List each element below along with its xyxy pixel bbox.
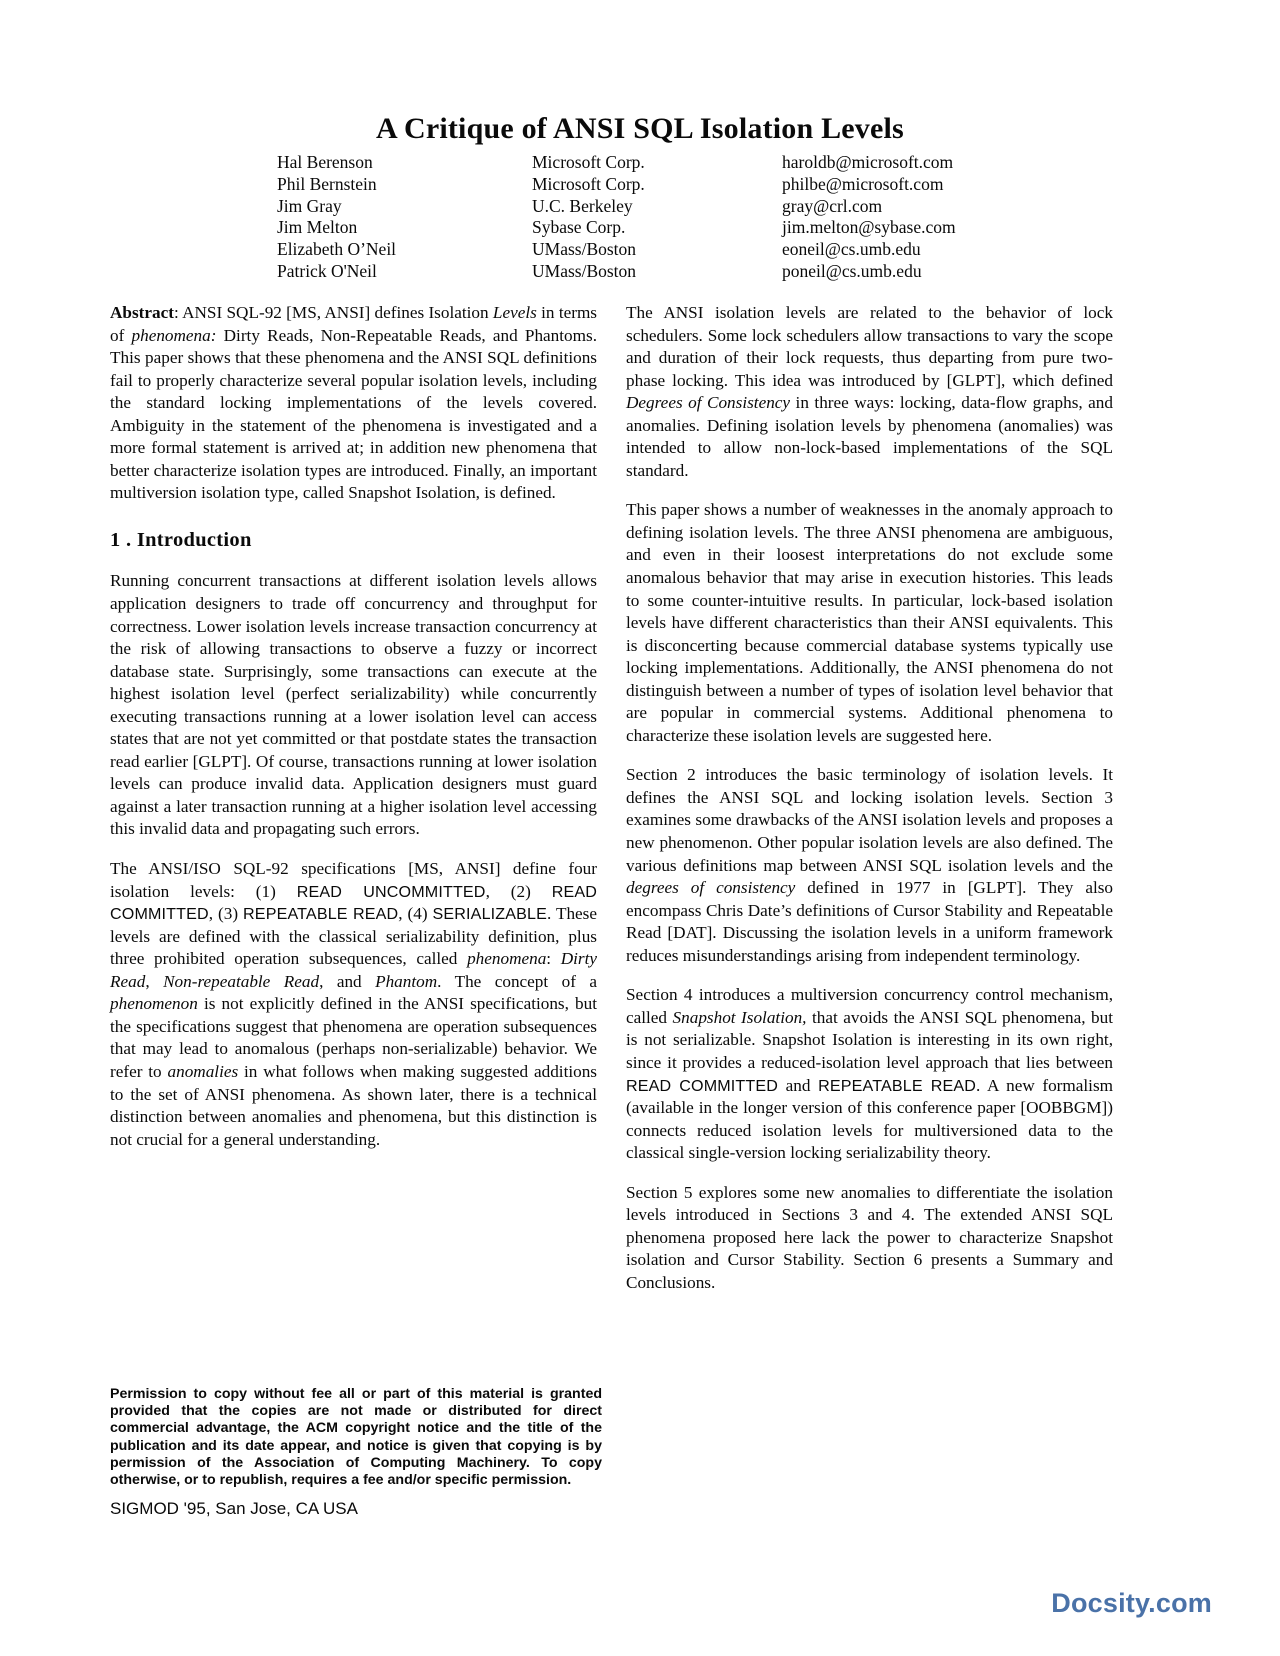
- author-email: poneil@cs.umb.edu: [782, 260, 922, 281]
- right-paragraph-1: [626, 302, 1113, 482]
- em-phenomena: phenomena: [467, 949, 547, 969]
- em-anomalies: anomalies: [167, 1061, 239, 1081]
- abstract-rest: Dirty Reads, Non-Repeatable Reads, and Phantoms. This paper shows that these phenomena and the ANSI SQL definitions fail to properly characterize several popular isolation levels, including the standard locking implementations of the levels covered. Ambiguity in the statement of the phenomena is investigated and a more formal statement is arrived at; in addition new phenomena that better characterize isolation types are introduced. Finally, an important multiversion isolation type, called Snapshot Isolation, is defined.: [110, 325, 597, 503]
- abstract-label: Abstract: [110, 303, 174, 322]
- em-phenomenon: phenomenon: [110, 994, 198, 1014]
- intro-p2-j: is not explicitly defined in the ANSI specifications, but the specifications suggest that phenomena are operation subsequences that may lead to anomalous (perhaps non-serializable) behavior. We refer to: [110, 994, 597, 1081]
- right-p1-b: in three ways: locking, data-flow graphs, and anomalies. Defining isolation levels by phenomena (anomalies) was intended to allow non-lock-based implementations of the SQL standard.: [626, 393, 1113, 480]
- page-title: A Critique of ANSI SQL Isolation Levels: [376, 112, 904, 146]
- author-email: eoneil@cs.umb.edu: [782, 239, 921, 260]
- author-name: Hal Berenson: [277, 152, 373, 172]
- intro-p2-d: , (4): [398, 904, 433, 924]
- author-name: Jim Melton: [277, 217, 358, 238]
- right-paragraph-4: [626, 984, 1113, 1164]
- em-dirty-read: Dirty Read: [110, 949, 598, 991]
- author-name: Elizabeth O’Neil: [277, 239, 397, 260]
- right-p3-b: defined in 1977 in [GLPT]. They also encompass Chris Date’s definitions of Cursor Stability and Repeatable Read [DAT]. Discussing the isolation levels in a uniform framework reduces misunderstandings arising from independent terminology.: [626, 878, 1114, 965]
- sql-term-read-committed-2: READ COMMITTED: [626, 1076, 779, 1095]
- sql-term-read-committed: READ COMMITTED: [110, 882, 598, 924]
- venue-text: SIGMOD '95, San Jose, CA USA: [110, 1499, 358, 1519]
- author-row: [277, 217, 1007, 239]
- permission-text: Permission to copy without fee all or part of this material is granted provided that the copies are not made or distributed for direct commercial advantage, the ACM copyright notice and the title of the publication and its date appear, and notice is given that copying is by permission of the Association of Computing Machinery. To copy otherwise, or to republish, requires a fee and/or specific permission.: [110, 1386, 602, 1489]
- abstract-em-levels: Levels: [492, 303, 537, 322]
- author-affiliation: Sybase Corp.: [532, 217, 626, 238]
- intro-p2-g: ,: [145, 971, 164, 991]
- right-p4-c: and: [778, 1075, 819, 1095]
- author-row: [277, 174, 1007, 196]
- intro-p2-h: , and: [319, 971, 376, 991]
- right-p3-a: Section 2 introduces the basic terminology of isolation levels. It defines the ANSI SQL and locking isolation levels. Section 3 examines some drawbacks of the ANSI isolation levels and proposes a new phenomenon. Other popular isolation levels are also defined. The various definitions map between ANSI SQL isolation levels and the: [626, 765, 1113, 875]
- author-email: jim.melton@sybase.com: [782, 217, 956, 238]
- em-phantom: Phantom: [375, 971, 438, 991]
- intro-p2-e: . These levels are defined with the classical serializability definition, plus three prohibited operation subsequences, called: [110, 904, 598, 969]
- intro-paragraph-2: [110, 858, 597, 1151]
- docsity-watermark[interactable]: Docsity.com: [1051, 1588, 1212, 1618]
- right-p1-a: The ANSI isolation levels are related to the behavior of lock schedulers. Some lock schedulers allow transactions to vary the scope and duration of their lock requests, thus departing from pure two-phase locking. This idea was introduced by [GLPT], which defined: [626, 303, 1113, 390]
- right-column: [626, 302, 1113, 1294]
- author-affiliation: UMass/Boston: [532, 260, 637, 281]
- author-row: [277, 196, 1007, 218]
- author-affiliation: U.C. Berkeley: [532, 195, 633, 216]
- em-non-repeatable-read: Non-repeatable Read: [163, 971, 320, 991]
- author-block: [277, 152, 1007, 283]
- author-name: Jim Gray: [277, 195, 342, 216]
- right-paragraph-2: This paper shows a number of weaknesses in the anomaly approach to defining isolation levels. The three ANSI phenomena are ambiguous, and even in their loosest interpretations do not exclude some anomalous behavior that may arise in execution histories. This leads to some counter-intuitive results. In particular, lock-based isolation levels have different characteristics than their ANSI equivalents. This is disconcerting because commercial database systems typically use locking implementations. Additionally, the ANSI phenomena do not distinguish between a number of types of isolation level behavior that are popular in commercial systems. Additional phenomena to characterize these isolation levels are suggested here.: [626, 500, 1113, 745]
- author-row: [277, 261, 1007, 283]
- intro-p2-k: in what follows when making suggested additions to the set of ANSI phenomena. As shown later, there is a technical distinction between anomalies and phenomena, but this distinction is not crucial for a general understanding.: [110, 1061, 597, 1149]
- intro-p2-f: :: [546, 949, 561, 969]
- intro-p2-b: , (2): [485, 881, 552, 901]
- right-paragraph-3: [626, 764, 1113, 967]
- author-email: haroldb@microsoft.com: [782, 152, 954, 172]
- abstract-em-phenomena: phenomena:: [131, 325, 217, 345]
- author-row: [277, 239, 1007, 261]
- em-snapshot-isolation: Snapshot Isolation,: [672, 1007, 807, 1027]
- right-p4-b: that avoids the ANSI SQL phenomena, but is not serializable. Snapshot Isolation is interesting in its own right, since it provides a reduced-isolation level approach that lies between: [626, 1007, 1114, 1072]
- right-p4-d: . A new formalism (available in the longer version of this conference paper [OOBBGM]) connects reduced isolation levels for multiversioned data to the classical single-version locking serializability theory.: [626, 1075, 1114, 1163]
- em-degrees-of-consistency: Degrees of Consistency: [626, 393, 791, 413]
- abstract-paragraph: [110, 302, 597, 505]
- author-affiliation: Microsoft Corp.: [532, 152, 645, 172]
- sql-term-repeatable-read: REPEATABLE READ: [243, 905, 399, 924]
- intro-p2-i: . The concept of a: [437, 971, 597, 991]
- copyright-notice: [110, 1386, 602, 1519]
- author-email: gray@crl.com: [782, 195, 883, 216]
- em-degrees-of-consistency-2: degrees of consistency: [626, 878, 796, 898]
- author-row: [277, 152, 1007, 174]
- abstract-lead: : ANSI SQL-92 [MS, ANSI] defines Isolation: [173, 303, 493, 322]
- sql-term-read-uncommitted: READ UNCOMMITTED: [296, 882, 486, 901]
- intro-p2-a: The ANSI/ISO SQL-92 specifications [MS, ANSI] define four isolation levels: (1): [110, 859, 597, 901]
- author-name: Patrick O'Neil: [277, 260, 377, 281]
- right-paragraph-5: Section 5 explores some new anomalies to differentiate the isolation levels introduced in Sections 3 and 4. The extended ANSI SQL phenomena proposed here lack the power to characterize Snapshot isolation and Cursor Stability. Section 6 presents a Summary and Conclusions.: [626, 1182, 1113, 1292]
- author-email: philbe@microsoft.com: [782, 173, 944, 194]
- section-heading-introduction: 1 . Introduction: [110, 528, 252, 551]
- sql-term-repeatable-read-2: REPEATABLE READ: [818, 1076, 977, 1095]
- sql-term-serializable: SERIALIZABLE: [432, 905, 548, 924]
- abstract-mid: in terms of: [110, 303, 597, 345]
- intro-paragraph-1: Running concurrent transactions at different isolation levels allows application designers to trade off concurrency and throughput for correctness. Lower isolation levels increase transaction concurrency at the risk of allowing transactions to observe a fuzzy or incorrect database state. Surprisingly, some transactions can execute at the highest isolation level (perfect serializability) while concurrently executing transactions running at a lower isolation level can access states that are not yet committed or that postdate states the transaction read earlier [GLPT]. Of course, transactions running at lower isolation levels can produce invalid data. Application designers must guard against a later transaction running at a higher isolation level accessing this invalid data and propagating such errors.: [110, 571, 597, 839]
- author-affiliation: UMass/Boston: [532, 239, 637, 260]
- intro-p2-c: , (3): [208, 904, 244, 924]
- left-column: [110, 302, 597, 1151]
- author-affiliation: Microsoft Corp.: [532, 173, 645, 194]
- right-p4-a: Section 4 introduces a multiversion concurrency control mechanism, called: [626, 985, 1113, 1027]
- author-name: Phil Bernstein: [277, 173, 377, 194]
